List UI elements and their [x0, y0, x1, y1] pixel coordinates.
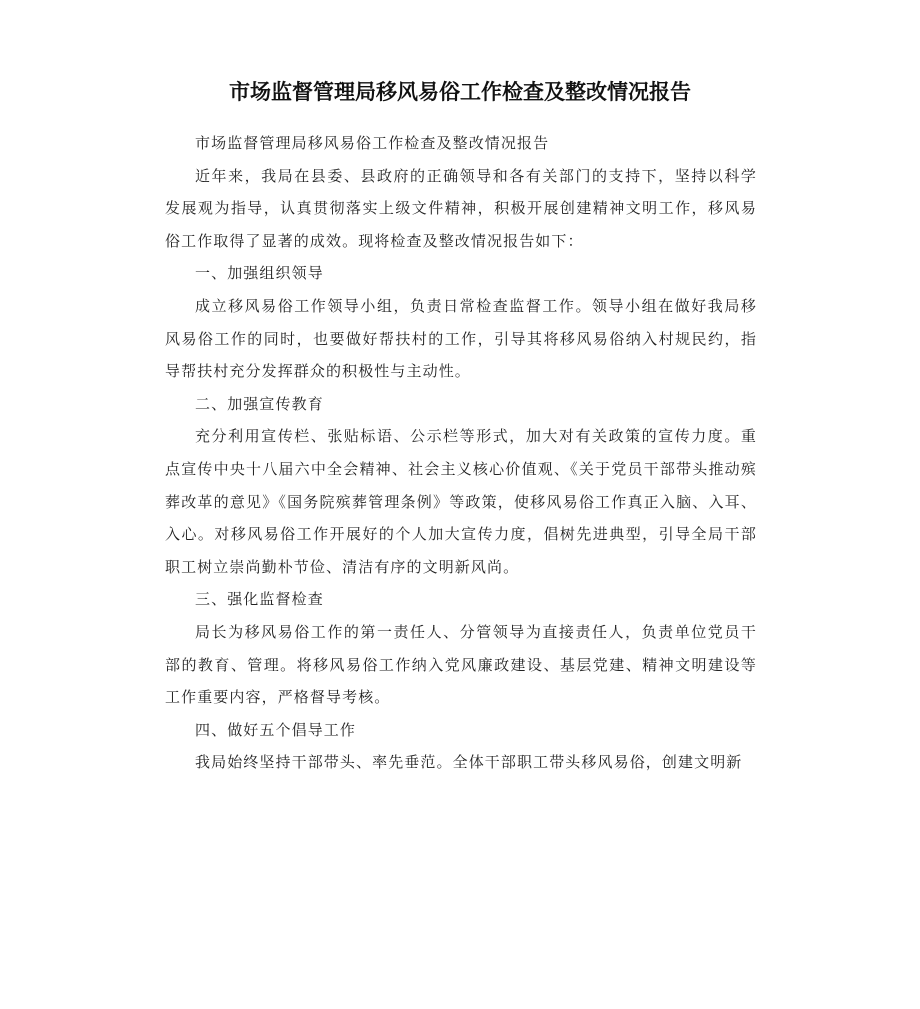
intro-paragraph: 近年来，我局在县委、县政府的正确领导和各有关部门的支持下，坚持以科学发展观为指导，认真贯彻落实上级文件精神，积极开展创建精神文明工作，移风易俗工作取得了显著的成效。现将检查及整改情况报告如下： — [165, 166, 757, 250]
document-title: 市场监督管理局移风易俗工作检查及整改情况报告 — [229, 80, 691, 105]
section-paragraph-2: 充分利用宣传栏、张贴标语、公示栏等形式，加大对有关政策的宣传力度。重点宣传中央十八届六中全会精神、社会主义核心价值观、《关于党员干部带头推动殡葬改革的意见》《国务院殡葬管理条例》等政策，使移风易俗工作真正入脑、入耳、入心。对移风易俗工作开展好的个人加大宣传力度，倡树先进典型，引导全局干部职工树立崇尚勤朴节俭、清洁有序的文明新风尚。 — [165, 427, 757, 576]
section-heading-3: 三、强化监督检查 — [195, 590, 324, 609]
document-body — [165, 127, 757, 779]
subtitle-paragraph: 市场监督管理局移风易俗工作检查及整改情况报告 — [195, 134, 550, 152]
section-paragraph-3: 局长为移风易俗工作的第一责任人、分管领导为直接责任人，负责单位党员干部的教育、管理。将移风易俗工作纳入党风廉政建设、基层党建、精神文明建设等工作重要内容，严格督导考核。 — [165, 622, 757, 707]
section-heading-4: 四、做好五个倡导工作 — [195, 720, 357, 739]
section-heading-2: 二、加强宣传教育 — [195, 394, 324, 413]
section-paragraph-4: 我局始终坚持干部带头、率先垂范。全体干部职工带头移风易俗，创建文明新 — [195, 753, 743, 772]
section-paragraph-1: 成立移风易俗工作领导小组，负责日常检查监督工作。领导小组在做好我局移风易俗工作的同时，也要做好帮扶村的工作，引导其将移风易俗纳入村规民约，指导帮扶村充分发挥群众的积极性与主动性。 — [165, 296, 757, 381]
section-heading-1: 一、加强组织领导 — [195, 264, 324, 283]
